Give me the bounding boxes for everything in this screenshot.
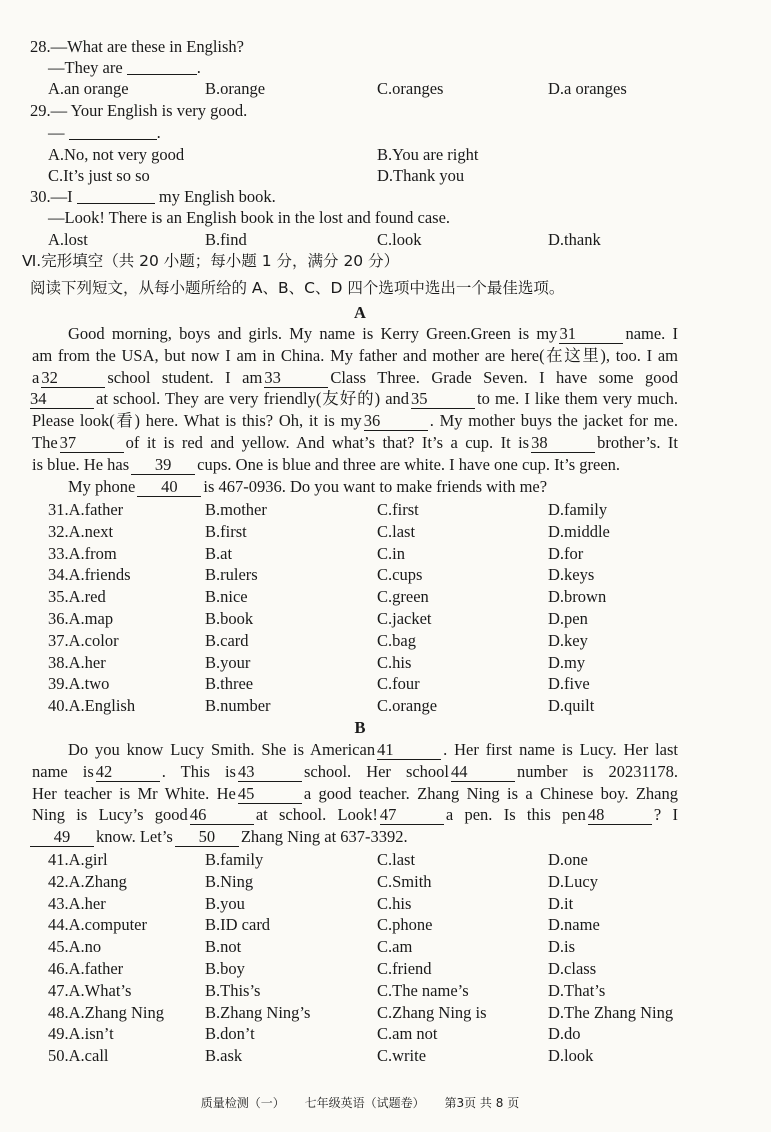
option-b: B.mother bbox=[205, 500, 267, 519]
passage-b-label: B bbox=[354, 718, 366, 737]
option-c: C.last bbox=[377, 850, 416, 869]
passage-text: name is bbox=[32, 761, 94, 781]
blank-number: 40 bbox=[137, 478, 201, 497]
blank-number: 45 bbox=[238, 785, 302, 804]
option-d: D.brown bbox=[548, 587, 607, 607]
option-d: D.family bbox=[548, 500, 608, 519]
option-b: B.your bbox=[205, 652, 251, 672]
option-b: B.three bbox=[205, 674, 254, 694]
option-d: D.pen bbox=[548, 609, 588, 628]
passage-text: brother’s. It bbox=[597, 432, 678, 452]
q29-option-d: D.Thank you bbox=[377, 166, 465, 185]
option-c: C.phone bbox=[377, 915, 433, 935]
option-c: C.in bbox=[377, 543, 405, 563]
option-b: B.ID card bbox=[205, 915, 271, 935]
passage-text: My phone bbox=[68, 476, 136, 496]
passage-line bbox=[30, 476, 680, 498]
blank-number: 49 bbox=[30, 828, 94, 847]
option-b: B.boy bbox=[205, 959, 245, 978]
q28-answer-line: —They are . bbox=[48, 58, 201, 77]
option-a: 35.A.red bbox=[48, 587, 106, 607]
passage-line bbox=[30, 761, 680, 783]
blank-number: 47 bbox=[380, 806, 444, 825]
blank-number: 36 bbox=[364, 412, 428, 431]
option-c: C.Smith bbox=[377, 871, 432, 891]
passage-line bbox=[30, 410, 680, 432]
passage-text: am from the USA, but now I am in China. My father and mother are here(在这里), too. I am bbox=[32, 345, 678, 365]
option-d: D.is bbox=[548, 937, 576, 957]
passage-text: name. I bbox=[625, 324, 678, 343]
option-c: C.his bbox=[377, 652, 412, 672]
passage-a-label: A bbox=[354, 303, 366, 322]
passage-text: a bbox=[32, 367, 40, 387]
passage-line bbox=[30, 432, 680, 454]
option-d: D.The Zhang Ning bbox=[548, 1002, 674, 1022]
option-d: D.my bbox=[548, 652, 586, 672]
option-a: 31.A.father bbox=[48, 500, 124, 519]
passage-line bbox=[30, 345, 680, 367]
option-a: 44.A.computer bbox=[48, 915, 147, 935]
passage-a bbox=[30, 323, 680, 497]
option-a: 38.A.her bbox=[48, 652, 106, 672]
option-d: D.middle bbox=[548, 521, 610, 541]
q28-option-a: A.an orange bbox=[48, 79, 129, 98]
q29-answer-line: — . bbox=[48, 123, 161, 142]
option-c: C.am not bbox=[377, 1024, 438, 1044]
option-c: C.am bbox=[377, 937, 413, 957]
blank-number: 43 bbox=[238, 763, 302, 782]
option-a: 39.A.two bbox=[48, 674, 110, 694]
option-a: 43.A.her bbox=[48, 893, 106, 913]
blank-number: 37 bbox=[60, 434, 124, 453]
blank-number: 44 bbox=[451, 763, 515, 782]
passage-line bbox=[30, 783, 680, 805]
passage-text: know. Let’s bbox=[96, 827, 173, 847]
passage-text: Do you know Lucy Smith. She is American bbox=[68, 740, 376, 759]
blank-number: 32 bbox=[41, 369, 105, 388]
option-b: B.number bbox=[205, 696, 271, 716]
q30-question: 30.—I my English book. bbox=[30, 187, 276, 206]
option-d: D.five bbox=[548, 674, 590, 694]
option-d: D.one bbox=[548, 850, 588, 869]
option-d: D.for bbox=[548, 543, 584, 563]
option-b: B.first bbox=[205, 521, 247, 541]
answer-blank bbox=[127, 58, 197, 75]
option-d: D.do bbox=[548, 1024, 581, 1044]
passage-line bbox=[30, 323, 680, 345]
option-a: 40.A.English bbox=[48, 696, 136, 716]
blank-number: 46 bbox=[190, 806, 254, 825]
q29-option-b: B.You are right bbox=[377, 145, 479, 164]
passage-text: Good morning, boys and girls. My name is Kerry Green.Green is my bbox=[68, 324, 558, 343]
passage-text: . My mother buys the jacket for me. bbox=[429, 411, 678, 431]
answer-blank bbox=[69, 123, 157, 140]
option-c: C.jacket bbox=[377, 609, 432, 628]
passage-text: is 467-0936. Do you want to make friends with me? bbox=[203, 476, 548, 496]
option-b: B.don’t bbox=[205, 1024, 255, 1044]
option-b: B.nice bbox=[205, 587, 248, 607]
option-c: C.first bbox=[377, 500, 419, 519]
option-b: B.card bbox=[205, 630, 249, 650]
passage-text: ? I bbox=[653, 805, 679, 825]
option-c: C.last bbox=[377, 521, 416, 541]
passage-text: is blue. He has bbox=[32, 454, 130, 474]
option-b: B.at bbox=[205, 543, 233, 563]
option-a: 50.A.call bbox=[48, 1046, 109, 1066]
blank-number: 48 bbox=[588, 806, 652, 825]
q29-option-c: C.It’s just so so bbox=[48, 166, 150, 185]
option-b: B.ask bbox=[205, 1046, 243, 1066]
option-b: B.family bbox=[205, 850, 264, 869]
option-a: 36.A.map bbox=[48, 609, 114, 628]
option-c: C.cups bbox=[377, 565, 423, 585]
blank-number: 41 bbox=[377, 741, 441, 760]
option-d: D.Lucy bbox=[548, 871, 598, 891]
passage-line bbox=[30, 739, 680, 761]
passage-text: a good teacher. Zhang Ning is a Chinese boy. Zhang bbox=[303, 783, 678, 803]
passage-text: to me. I like them very much. bbox=[477, 389, 678, 409]
option-c: C.write bbox=[377, 1046, 427, 1066]
passage-line bbox=[30, 454, 680, 476]
passage-text: at school. They are very friendly(友好的) and bbox=[96, 389, 410, 409]
option-d: D.quilt bbox=[548, 696, 595, 716]
passage-text: a pen. Is this pen bbox=[445, 805, 586, 825]
q29-question: 29.— Your English is very good. bbox=[30, 101, 248, 120]
option-c: C.four bbox=[377, 674, 420, 694]
q30-option-a: A.lost bbox=[48, 230, 88, 249]
section-instruction: 阅读下列短文，从每小题所给的 A、B、C、D 四个选项中选出一个最佳选项。 bbox=[30, 279, 565, 297]
option-a: 46.A.father bbox=[48, 959, 124, 978]
q28-option-b: B.orange bbox=[205, 79, 266, 98]
option-a: 37.A.color bbox=[48, 630, 119, 650]
option-c: C.friend bbox=[377, 959, 432, 978]
option-a: 45.A.no bbox=[48, 937, 102, 957]
option-b: B.you bbox=[205, 893, 245, 913]
blank-number: 31 bbox=[559, 325, 623, 344]
passage-text: school. Her school bbox=[303, 761, 450, 781]
passage-text: number is 20231178. bbox=[517, 761, 678, 781]
blank-number: 39 bbox=[131, 456, 195, 475]
option-b: B.Ning bbox=[205, 871, 254, 891]
blank-number: 50 bbox=[175, 828, 239, 847]
q30-option-b: B.find bbox=[205, 230, 247, 249]
passage-text: . Her first name is Lucy. Her last bbox=[443, 740, 678, 759]
option-b: B.This’s bbox=[205, 980, 261, 1000]
passage-text: at school. Look! bbox=[255, 805, 378, 825]
option-a: 32.A.next bbox=[48, 521, 114, 541]
option-d: D.key bbox=[548, 630, 588, 650]
q30-option-c: C.look bbox=[377, 230, 422, 249]
option-c: C.green bbox=[377, 587, 429, 607]
passage-text: Zhang Ning at 637-3392. bbox=[240, 827, 408, 847]
option-b: B.Zhang Ning’s bbox=[205, 1002, 311, 1022]
passage-line bbox=[30, 388, 680, 410]
option-d: D.it bbox=[548, 893, 574, 913]
footer-page: 第3页 共 8 页 bbox=[444, 1096, 520, 1110]
option-b: B.book bbox=[205, 609, 254, 628]
option-b: B.rulers bbox=[205, 565, 258, 585]
q28-option-c: C.oranges bbox=[377, 79, 444, 98]
option-b: B.not bbox=[205, 937, 242, 957]
answer-blank bbox=[77, 187, 155, 204]
option-c: C.The name’s bbox=[377, 980, 469, 1000]
option-a: 33.A.from bbox=[48, 543, 117, 563]
passage-text: Her teacher is Mr White. He bbox=[32, 783, 236, 803]
option-c: C.bag bbox=[377, 630, 416, 650]
passage-text: Please look(看) here. What is this? Oh, it is my bbox=[32, 411, 362, 431]
blank-number: 35 bbox=[411, 390, 475, 409]
footer-exam: 质量检测（一） bbox=[200, 1096, 285, 1110]
blank-number: 38 bbox=[531, 434, 595, 453]
q28-question: 28.—What are these in English? bbox=[30, 37, 244, 56]
option-d: D.That’s bbox=[548, 980, 606, 1000]
option-c: C.orange bbox=[377, 696, 438, 716]
option-a: 48.A.Zhang Ning bbox=[48, 1002, 164, 1022]
blank-number: 33 bbox=[264, 369, 328, 388]
passage-line bbox=[30, 804, 680, 826]
passage-text: . This is bbox=[161, 761, 236, 781]
passage-line bbox=[30, 826, 680, 848]
blank-number: 34 bbox=[30, 390, 94, 409]
option-d: D.class bbox=[548, 959, 597, 978]
passage-text: cups. One is blue and three are white. I have one cup. It’s green. bbox=[197, 454, 621, 474]
q29-option-a: A.No, not very good bbox=[48, 145, 185, 164]
q30-reply: —Look! There is an English book in the lost and found case. bbox=[48, 208, 451, 227]
passage-b bbox=[30, 739, 680, 848]
option-a: 49.A.isn’t bbox=[48, 1024, 114, 1044]
blank-number: 42 bbox=[96, 763, 160, 782]
passage-text: The bbox=[32, 432, 58, 452]
option-c: C.his bbox=[377, 893, 412, 913]
section-title: Ⅵ.完形填空（共 20 小题；每小题 1 分，满分 20 分） bbox=[22, 252, 400, 270]
option-d: D.keys bbox=[548, 565, 595, 585]
option-a: 47.A.What’s bbox=[48, 980, 132, 1000]
q30-option-d: D.thank bbox=[548, 230, 601, 249]
passage-text: school student. I am bbox=[107, 367, 263, 387]
passage-text: Ning is Lucy’s good bbox=[32, 805, 188, 825]
page-footer bbox=[0, 1094, 720, 1111]
q28-option-d: D.a oranges bbox=[548, 79, 627, 98]
option-c: C.Zhang Ning is bbox=[377, 1002, 487, 1022]
option-a: 34.A.friends bbox=[48, 565, 131, 585]
option-d: D.name bbox=[548, 915, 600, 935]
option-a: 41.A.girl bbox=[48, 850, 108, 869]
passage-text: Class Three. Grade Seven. I have some good bbox=[330, 367, 678, 387]
option-d: D.look bbox=[548, 1046, 594, 1066]
option-a: 42.A.Zhang bbox=[48, 871, 127, 891]
passage-line bbox=[30, 367, 680, 389]
footer-subject: 七年级英语（试题卷） bbox=[304, 1096, 425, 1110]
passage-text: of it is red and yellow. And what’s that? It’s a cup. It is bbox=[125, 432, 530, 452]
